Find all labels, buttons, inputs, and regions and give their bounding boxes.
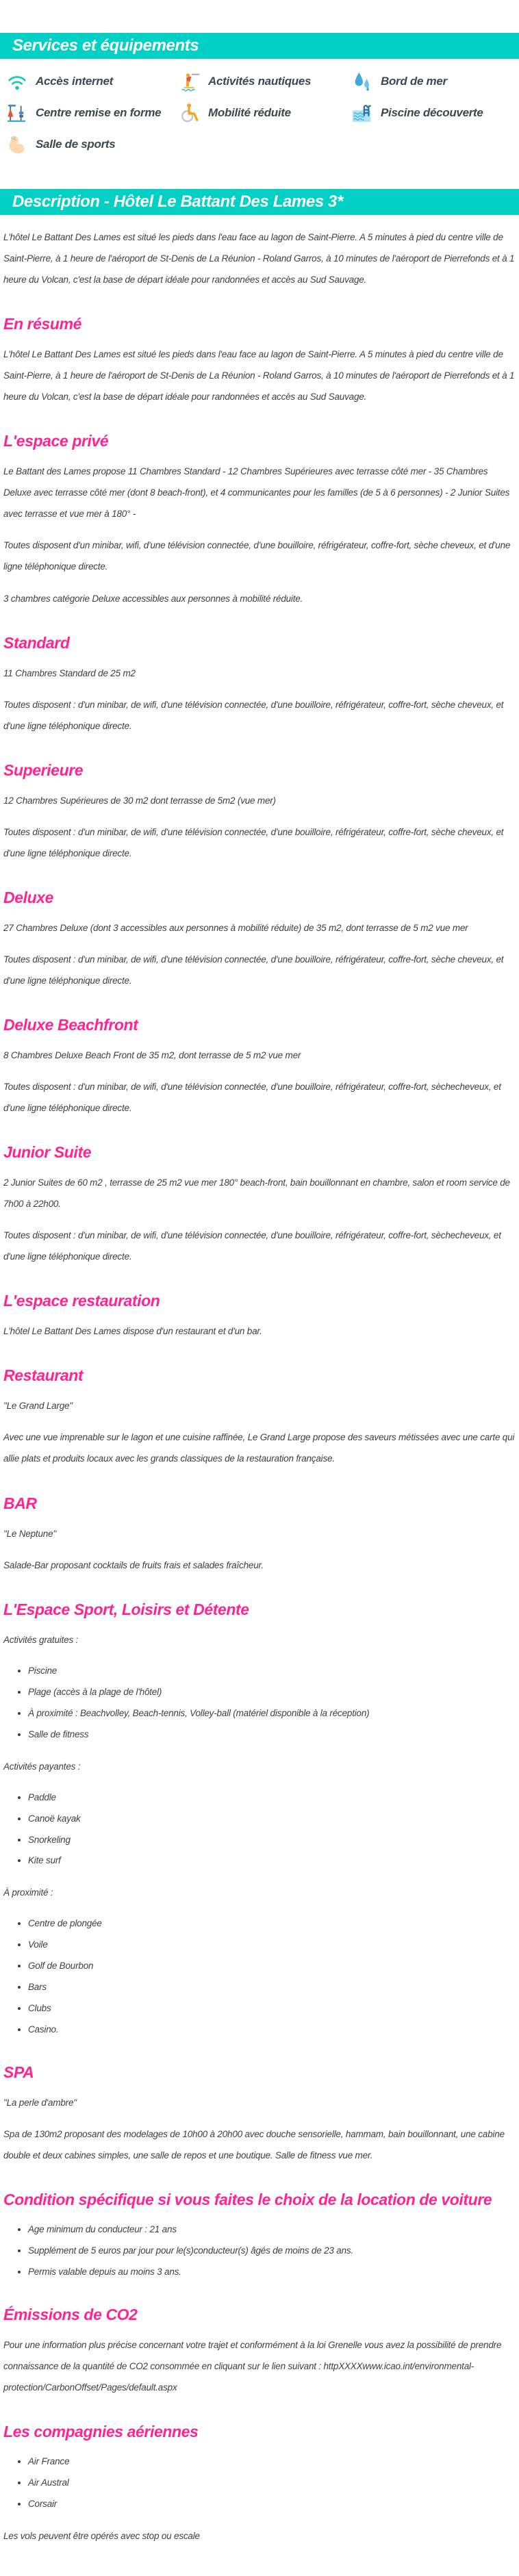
- service-label: Piscine découverte: [381, 106, 483, 119]
- paragraph: L'hôtel Le Battant Des Lames dispose d'un restaurant et d'un bar.: [3, 1326, 262, 1337]
- gym-machine-icon: [7, 103, 27, 123]
- service-label: Activités nautiques: [208, 75, 312, 88]
- paragraph: Spa de 130m2 proposant des modelages de 10h00 à 20h00 avec douche sensorielle, hammam, bain bouillonnant, une cabine double et deux cabines simples, une salle de repos et une boutique. Salle de fitness vue mer.: [3, 2129, 505, 2161]
- paragraph: Toutes disposent d'un minibar, wifi, d'une télévision connectée, d'une bouilloire, réfrigérateur, coffre-fort, sèche cheveux, et d'une ligne téléphonique directe.: [3, 540, 511, 572]
- list-item: • Age minimum du conducteur : 21 ans: [28, 2221, 515, 2239]
- paragraph: Activités payantes :: [3, 1761, 81, 1772]
- list-item: • Bars: [28, 1979, 515, 1996]
- paragraph: 3 chambres catégorie Deluxe accessibles aux personnes à mobilité réduite.: [3, 593, 303, 604]
- service-label: Salle de sports: [36, 138, 116, 151]
- section-heading: Émissions de CO2: [3, 2306, 138, 2324]
- section-heading: L'espace restauration: [3, 1292, 160, 1310]
- service-item: [179, 103, 352, 123]
- service-item: [352, 103, 519, 123]
- services-title: Services et équipements: [12, 36, 199, 55]
- paragraph: Toutes disposent : d'un minibar, de wifi, d'une télévision connectée, d'une bouilloire, réfrigérateur, coffre-fort, sèchecheveux, et d'une ligne téléphonique directe.: [3, 1230, 501, 1262]
- paragraph: 2 Junior Suites de 60 m2 , terrasse de 25 m2 vue mer 180° beach-front, bain bouillonnant en chambre, salon et room service de 7h00 à 22h00.: [3, 1177, 510, 1210]
- paragraph: L'hôtel Le Battant Des Lames est situé les pieds dans l'eau face au lagon de Saint-Pierre. A 5 minutes à pied du centre ville de Saint-Pierre, à 1 heure de l'aéroport de St-Denis de La Réunion - Roland Garros, à 10 minutes de l'aéroport de Pierrefonds et à 1 heure du Volcan, c'est la base de départ idéale pour randonnées et accès au Sud Sauvage.: [3, 349, 515, 403]
- list-item: • Air Austral: [28, 2475, 515, 2492]
- description-title: Description - Hôtel Le Battant Des Lames 3*: [12, 192, 343, 211]
- list-item: • Salle de fitness: [28, 1726, 515, 1744]
- list-item: • Paddle: [28, 1789, 515, 1807]
- section-heading: Junior Suite: [3, 1143, 92, 1162]
- services-header-bar: [0, 33, 519, 59]
- intro-paragraph: L'hôtel Le Battant Des Lames est situé les pieds dans l'eau face au lagon de Saint-Pierre. A 5 minutes à pied du centre ville de Saint-Pierre, à 1 heure de l'aéroport de St-Denis de La Réunion - Roland Garros, à 10 minutes de l'aéroport de Pierrefonds et à 1 heure du Volcan, c'est la base de départ idéale pour randonnées et accès au Sud Sauvage.: [3, 232, 515, 285]
- section-heading: SPA: [3, 2063, 34, 2082]
- list-item: • À proximité : Beachvolley, Beach-tennis, Volley-ball (matériel disponible à la réception): [28, 1705, 515, 1722]
- section-heading: L'espace privé: [3, 432, 109, 450]
- paragraph: 8 Chambres Deluxe Beach Front de 35 m2, dont terrasse de 5 m2 vue mer: [3, 1049, 301, 1060]
- section-heading: Les compagnies aériennes: [3, 2423, 199, 2441]
- paragraph: 27 Chambres Deluxe (dont 3 accessibles aux personnes à mobilité réduite) de 35 m2, dont terrasse de 5 m2 vue mer: [3, 922, 468, 933]
- list-item: • Kite surf: [28, 1852, 515, 1870]
- paragraph: Toutes disposent : d'un minibar, de wifi, d'une télévision connectée, d'une bouilloire, réfrigérateur, coffre-fort, sèche cheveux, et d'une ligne téléphonique directe.: [3, 699, 504, 731]
- paragraph: À proximité :: [3, 1887, 53, 1898]
- service-item: [7, 71, 179, 92]
- service-item: [179, 71, 352, 92]
- list-item: • Casino.: [28, 2022, 515, 2039]
- services-grid: [0, 59, 519, 173]
- section-heading: Restaurant: [3, 1366, 84, 1385]
- description-header-bar: [0, 189, 519, 215]
- paragraph: Les vols peuvent être opérés avec stop ou escale: [3, 2531, 200, 2542]
- service-label: Centre remise en forme: [36, 106, 162, 119]
- list-item: • Clubs: [28, 2000, 515, 2017]
- paragraph: Pour une information plus précise concernant votre trajet et conformément à la loi Grenelle vous avez la possibilité de prendre connaissance de la quantité de CO2 consommée en cliquant sur le lien suivant : httpXXXXwww.icao.int/environmental-protection/CarbonOffset/Pages/default.aspx: [3, 2340, 502, 2393]
- wifi-icon: [7, 71, 27, 92]
- section-heading: Condition spécifique si vous faites le choix de la location de voiture: [3, 2191, 492, 2209]
- list-item: • Snorkeling: [28, 1832, 515, 1849]
- list-item: • Air France: [28, 2453, 515, 2471]
- description-content: [0, 215, 519, 2576]
- bullet-list: [3, 1663, 515, 1744]
- list-item: • Corsair: [28, 2496, 515, 2513]
- water-drops-icon: [352, 71, 372, 92]
- paragraph: Toutes disposent : d'un minibar, de wifi, d'une télévision connectée, d'une bouilloire, réfrigérateur, coffre-fort, sèchecheveux, et d'une ligne téléphonique directe.: [3, 1082, 501, 1114]
- paragraph: "Le Neptune": [3, 1528, 56, 1539]
- bullet-list: [3, 1789, 515, 1870]
- list-item: • Canoë kayak: [28, 1811, 515, 1828]
- paragraph: Toutes disposent : d'un minibar, de wifi, d'une télévision connectée, d'une bouilloire, réfrigérateur, coffre-fort, sèche cheveux, et d'une ligne téléphonique directe.: [3, 954, 504, 986]
- paragraph: "Le Grand Large": [3, 1401, 73, 1412]
- bullet-list: [3, 2453, 515, 2513]
- service-label: Mobilité réduite: [208, 106, 291, 119]
- paragraph: 12 Chambres Supérieures de 30 m2 dont terrasse de 5m2 (vue mer): [3, 795, 276, 806]
- list-item: • Centre de plongée: [28, 1915, 515, 1933]
- paragraph: Avec une vue imprenable sur le lagon et une cuisine raffinée, Le Grand Large propose des saveurs métissées avec une carte qui allie plats et produits locaux avec les grands classiques de la restauration française.: [3, 1432, 515, 1464]
- section-heading: Standard: [3, 633, 70, 652]
- list-item: • Plage (accès à la plage de l'hôtel): [28, 1684, 515, 1701]
- service-label: Accès internet: [36, 75, 113, 88]
- section-heading: L'Espace Sport, Loisirs et Détente: [3, 1600, 249, 1618]
- paragraph: Salade-Bar proposant cocktails de fruits frais et salades fraîcheur.: [3, 1559, 264, 1570]
- paragraph: Activités gratuites :: [3, 1634, 79, 1645]
- list-item: • Permis valable depuis au moins 3 ans.: [28, 2264, 515, 2281]
- bullet-list: [3, 1915, 515, 2039]
- pool-ladder-icon: [352, 103, 372, 123]
- list-item: • Voile: [28, 1937, 515, 1954]
- bullet-list: [3, 2221, 515, 2281]
- section-heading: Deluxe Beachfront: [3, 1015, 138, 1034]
- service-item: [7, 134, 179, 155]
- service-item: [352, 71, 519, 92]
- section-heading: BAR: [3, 1494, 37, 1512]
- list-item: • Golf de Bourbon: [28, 1958, 515, 1975]
- paragraph: Toutes disposent : d'un minibar, de wifi, d'une télévision connectée, d'une bouilloire, réfrigérateur, coffre-fort, sèche cheveux, et d'une ligne téléphonique directe.: [3, 826, 504, 858]
- paragraph: 11 Chambres Standard de 25 m2: [3, 667, 136, 678]
- list-item: • Piscine: [28, 1663, 515, 1680]
- wheelchair-icon: [179, 103, 200, 123]
- section-heading: Superieure: [3, 761, 84, 779]
- muscle-icon: [7, 134, 27, 155]
- paragraph: Le Battant des Lames propose 11 Chambres Standard - 12 Chambres Supérieures avec terrasse côté mer - 35 Chambres Deluxe avec terrasse côté mer (dont 8 beach-front), et 4 communicantes pour les familles (de 5 à 6 personnes) - 2 Junior Suites avec terrasse et vue mer à 180° -: [3, 466, 510, 520]
- section-heading: Deluxe: [3, 888, 54, 906]
- service-label: Bord de mer: [381, 75, 447, 88]
- water-ski-icon: [179, 71, 200, 92]
- list-item: • Supplément de 5 euros par jour pour le(s)conducteur(s) âgés de moins de 23 ans.: [28, 2243, 515, 2260]
- section-heading: En résumé: [3, 315, 82, 333]
- service-item: [7, 103, 179, 123]
- paragraph: "La perle d'ambre": [3, 2097, 77, 2108]
